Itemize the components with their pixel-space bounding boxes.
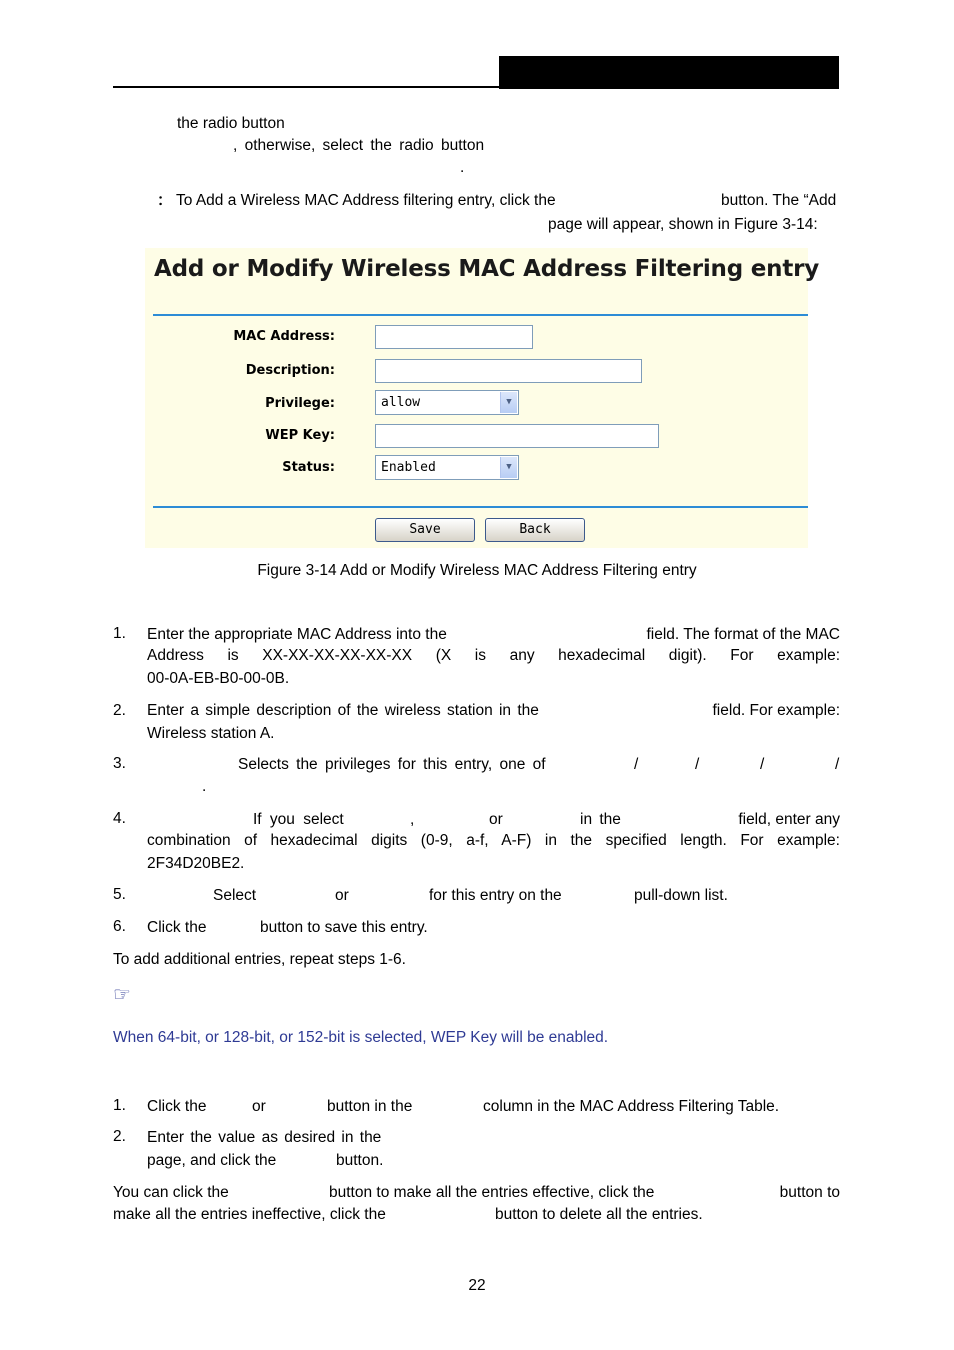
privilege-label: Privilege: [265,396,335,411]
step-5-or: or [335,887,349,904]
description-label: Description: [245,363,335,378]
step-6-text-a: Click the [147,919,207,936]
step-2-text-a: Enter a simple description of the wireless station in the [147,702,539,719]
step-3-text-a: Selects the privileges for this entry, one of [238,756,546,773]
step-number: 4. [113,810,126,827]
modify-1-a: Click the [147,1098,207,1115]
top-line-3: . [460,159,465,176]
header-bar [499,56,839,89]
step-4-comma: , [410,811,415,828]
step-number: 6. [113,918,126,935]
top-line-1: the radio button [177,115,285,132]
mac-filter-form-figure [145,248,820,548]
chevron-down-icon: ▼ [500,457,517,478]
final-1-c: button to [779,1184,840,1201]
step-2-text-b: field. For example: [712,702,840,719]
wep-key-label: WEP Key: [265,428,335,443]
step-number: 2. [113,702,126,719]
step-3-period: . [202,778,207,795]
note-text: When 64-bit, or 128-bit, or 152-bit is selected, WEP Key will be enabled. [113,1029,609,1046]
step-4-or: or [489,811,503,828]
step-4-text-b: field, enter any [738,811,840,828]
status-label: Status: [282,460,335,475]
step-3-slash-3: / [760,756,765,773]
privilege-select[interactable] [375,390,519,415]
step-3-slash-2: / [695,756,700,773]
step-number: 5. [113,886,126,903]
step-4-text-c: combination of hexadecimal digits (0-9, a-f, A-F) in the specified length. For example: [147,832,840,849]
step-5-select: Select [213,887,257,904]
page-number: 22 [468,1277,486,1294]
chevron-down-icon: ▼ [500,392,517,413]
final-1-b: button to make all the entries effective, click the [329,1184,655,1201]
form-title: Add or Modify Wireless MAC Address Filtering entry [154,256,820,282]
status-select[interactable] [375,455,519,480]
add-line-2: page will appear, shown in Figure 3-14: [548,216,818,233]
step-4-in-the: in the [580,811,621,828]
add-button-text: button. The “Add [721,192,837,209]
step-number: 1. [113,1097,126,1114]
step-2-text-c: Wireless station A. [147,725,275,742]
final-1-a: You can click the [113,1184,229,1201]
description-input[interactable] [375,359,642,383]
step-number: 2. [113,1128,126,1145]
step-4-text-d: 2F34D20BE2. [147,855,245,872]
modify-1-c: button in the [327,1098,413,1115]
status-selected-value: Enabled [381,460,436,475]
mac-address-input[interactable] [375,325,533,349]
step-1-text-c: Address is XX-XX-XX-XX-XX-XX (X is any hexadecimal digit). For example: [147,647,840,664]
modify-2-b: page, and click the [147,1152,277,1169]
step-1-text-a: Enter the appropriate MAC Address into the [147,626,447,643]
step-number: 1. [113,625,126,642]
step-3-slash-1: / [634,756,639,773]
step-6-text-b: button to save this entry. [260,919,428,936]
step-5-text-b: pull-down list. [634,887,728,904]
mac-address-label: MAC Address: [233,329,335,344]
back-button[interactable]: Back [485,518,585,542]
step-number: 3. [113,755,126,772]
step-1-text-b: field. The format of the MAC [646,626,840,643]
repeat-text: To add additional entries, repeat steps 1-6. [113,951,406,968]
pointing-hand-icon: ☞ [113,984,131,1006]
add-text: To Add a Wireless MAC Address filtering entry, click the [176,192,556,209]
modify-1-d: column in the MAC Address Filtering Table. [483,1098,780,1115]
final-2-b: button to delete all the entries. [495,1206,703,1223]
modify-2-c: button. [336,1152,384,1169]
save-button[interactable]: Save [375,518,475,542]
step-3-slash-4: / [835,756,840,773]
step-5-text-a: for this entry on the [429,887,562,904]
header-rule [113,86,500,88]
step-1-text-d: 00-0A-EB-B0-00-0B. [147,670,290,687]
add-colon: ： [157,192,173,209]
modify-1-b: or [252,1098,266,1115]
top-line-2: , otherwise, select the radio button [233,137,485,154]
form-top-rule [153,314,808,316]
privilege-selected-value: allow [381,395,421,410]
form-bottom-rule [153,506,808,508]
step-4-text-a: If you select [253,811,344,828]
modify-2-a: Enter the value as desired in the [147,1129,382,1146]
final-2-a: make all the entries ineffective, click the [113,1206,386,1223]
figure-caption: Figure 3-14 Add or Modify Wireless MAC Address Filtering entry [257,562,697,579]
wep-key-input[interactable] [375,424,659,448]
